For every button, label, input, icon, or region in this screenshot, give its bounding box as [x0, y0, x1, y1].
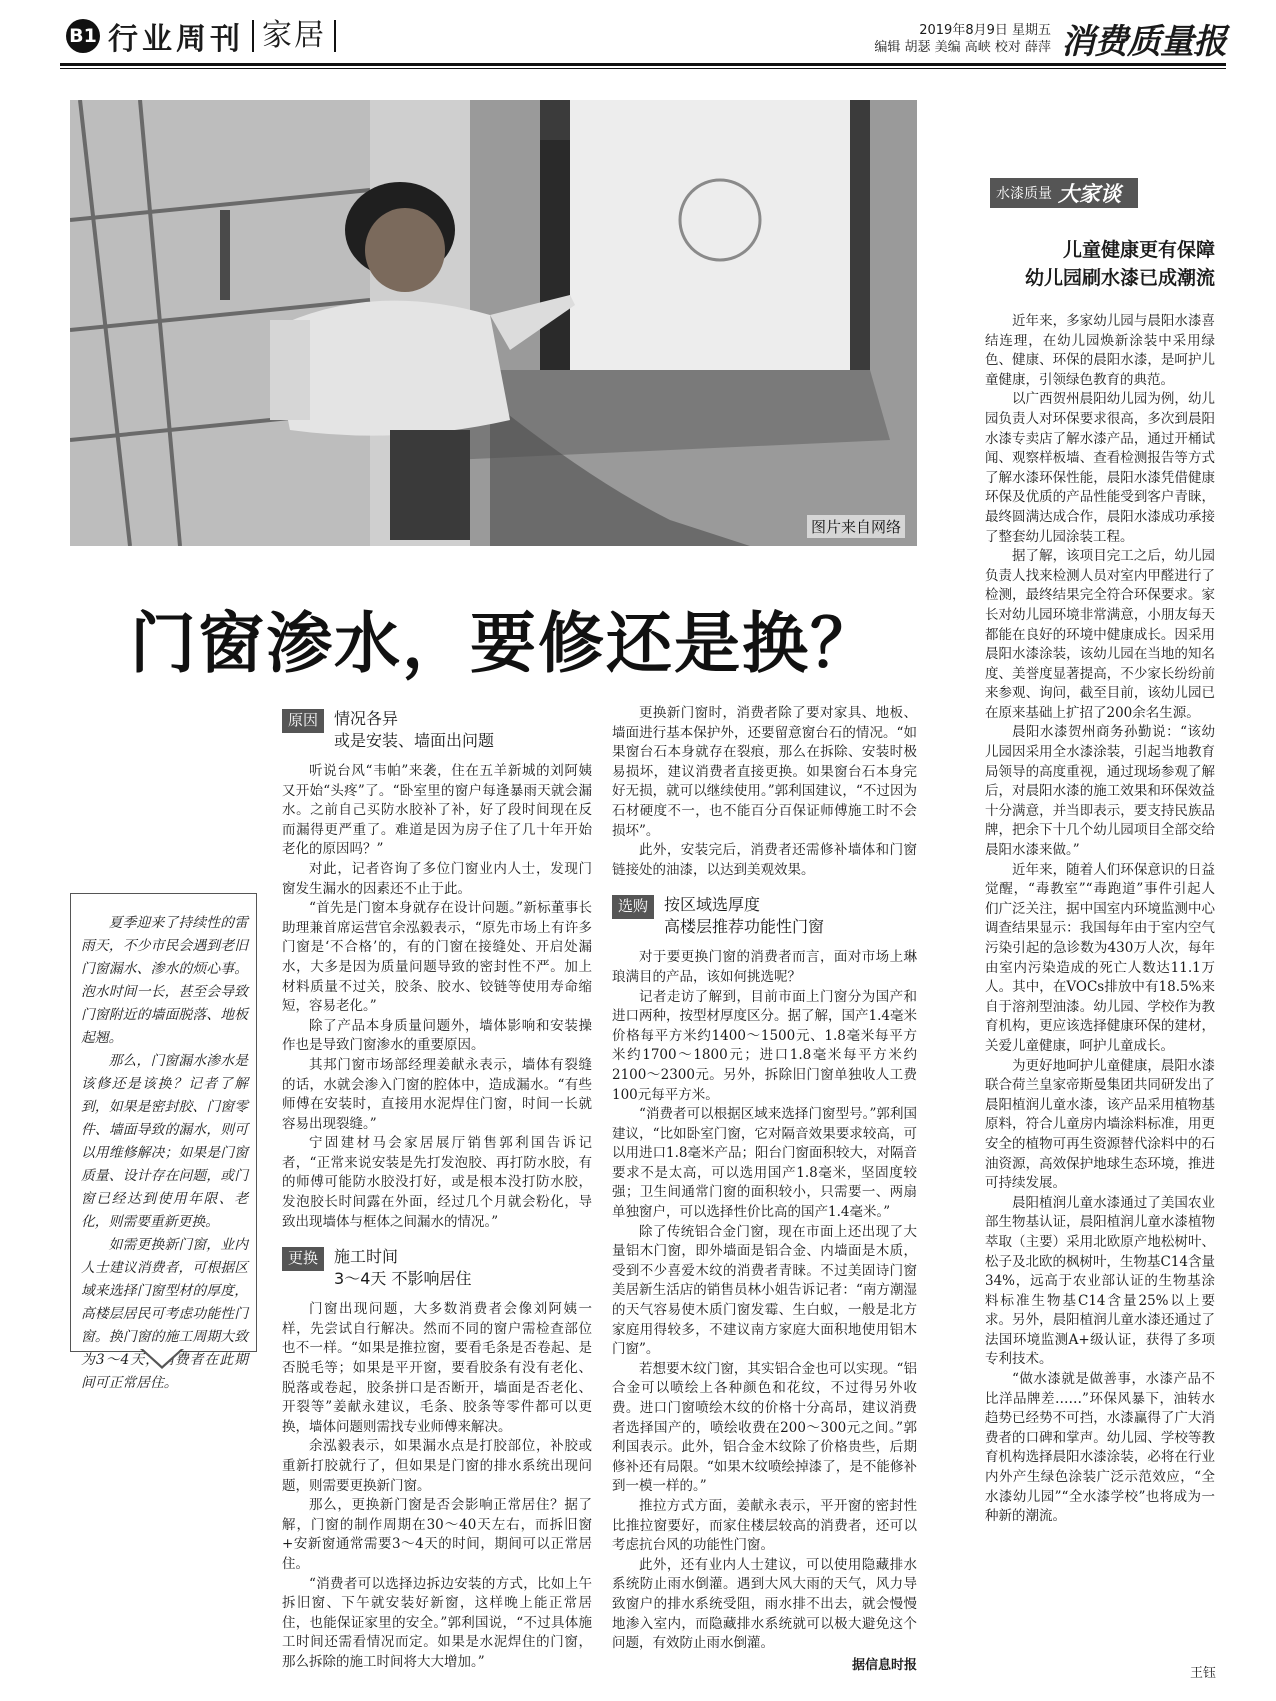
- paragraph: “做水漆就是做善事，水漆产品不比洋品牌差……”环保风暴下，油转水趋势已经势不可挡，水漆赢得了广大消费者的口碑和掌声。幼儿园、学校等教育机构选择晨阳水漆涂装，必将在行业内外产生绿色涂装广泛示范效应，“全水漆幼儿园”“全水漆学校”也将成为一种新的潮流。: [985, 1371, 1215, 1525]
- section-tag: 原因: [282, 709, 324, 733]
- sidebar-banner-label: 水漆质量: [996, 186, 1052, 202]
- paragraph: 近年来，多家幼儿园与晨阳水漆喜结连理，在幼儿园焕新涂装中采用绿色、健康、环保的晨阳水漆，是呵护儿童健康，引领绿色教育的典范。: [985, 313, 1215, 388]
- headline: 门窗渗水，要修还是换？: [130, 605, 878, 682]
- weekly-title: 行业周刊: [108, 22, 244, 57]
- section-name: 家居: [252, 20, 336, 52]
- sidebar-banner: [990, 178, 1138, 208]
- section-title-line: 按区域选厚度: [664, 895, 761, 915]
- paragraph: 晨阳水漆贺州商务孙勤说：“该幼儿园因采用全水漆涂装，引起当地教育局领导的高度重视，通过现场参观了解后，对晨阳水漆的施工效果和环保效益十分满意，并当即表示，要支持民族品牌，把余下十几个幼儿园项目全部交给晨阳水漆来做。”: [985, 724, 1215, 859]
- paragraph: 除了产品本身质量问题外，墙体影响和安装操作也是导致门窗渗水的重要原因。: [282, 1017, 592, 1054]
- paragraph: 据了解，该项目完工之后，幼儿园负责人找来检测人员对室内甲醛进行了检测，最终结果完全符合环保要求。家长对幼儿园环境非常满意，小朋友每天都能在良好的环境中健康成长。因采用晨阳水漆涂装，该幼儿园在当地的知名度、美誉度显著提高，不少家长纷纷前来参观、询问，截至目前，该幼儿园已在原来基础上扩招了200余名生源。: [985, 548, 1215, 721]
- section-tag: 选购: [612, 895, 654, 919]
- paragraph: 那么，更换新门窗是否会影响正常居住？据了解，门窗的制作周期在30～40天左右，而拆旧窗+安新窗通常需要3～4天的时间，期间可以正常居住。: [282, 1497, 592, 1572]
- paragraph: “消费者可以选择边拆边安装的方式，比如上午拆旧窗、下午就安装好新窗，这样晚上能正常居住，也能保证家里的安全。”郭利国说，“不过具体施工时间还需看情况而定。如果是水泥焊住的门窗，那么拆除的施工时间将大大增加。”: [282, 1575, 592, 1670]
- lead-text: [71, 894, 256, 1403]
- paragraph: “首先是门窗本身就存在设计问题。”新标董事长助理兼首席运营官余泓毅表示，“原先市场上有许多门窗是‘不合格’的，有的门窗在接缝处、开启处漏水，大多是因为质量问题导致的密封性不严。加上材料质量不过关，胶条、胶水、铰链等使用寿命缩短，容易老化。”: [282, 900, 592, 1015]
- sidebar-title-line: 幼儿园刷水漆已成潮流: [1024, 267, 1215, 289]
- masthead-rule-thin: [60, 68, 1226, 69]
- section-tag: 更换: [282, 1247, 324, 1271]
- article-source: 据信息时报: [851, 1657, 917, 1673]
- paragraph: 此外，还有业内人士建议，可以使用隐藏排水系统防止雨水倒灌。遇到大风大雨的天气，风力导致窗户的排水系统受阻，雨水排不出去，就会慢慢地渗入室内，而隐藏排水系统就可以极大避免这个问题，有效防止雨水倒灌。: [612, 1556, 917, 1652]
- article-column-2: [612, 704, 917, 1675]
- editors-line: 编辑 胡瑟 美编 高峡 校对 薛萍: [874, 39, 1051, 55]
- lead-paragraph: 那么，门窗漏水渗水是该修还是该换？记者了解到，如果是密封胶、门窗零件、墙面导致的漏水，则可以用维修解决；如果是门窗质量、设计存在问题，或门窗已经达到使用年限、老化，则需要重新更换。: [81, 1053, 248, 1230]
- section-title-line: 或是安装、墙面出问题: [334, 731, 495, 750]
- lead-pointer-inner: [142, 1348, 182, 1366]
- masthead-right: [874, 14, 1226, 63]
- section-title-line: 情况各异: [334, 709, 399, 728]
- article-column-1: [282, 704, 592, 1673]
- lead-paragraph: 如需更换新门窗，业内人士建议消费者，可根据区域来选择门窗型材的厚度，高楼层居民可考虑功能性门窗。换门窗的施工周期大致为3～4天，消费者在此期间可正常居住。: [81, 1237, 248, 1391]
- paragraph: 为更好地呵护儿童健康，晨阳水漆联合荷兰皇家帝斯曼集团共同研发出了晨阳植润儿童水漆，该产品采用植物基原料，符合儿童房内墙涂料标准，用更安全的植物可再生资源替代涂料中的石油资源，高效保护地球生态环境，推进可持续发展。: [985, 1057, 1215, 1192]
- sidebar-title-line: 儿童健康更有保障: [1062, 239, 1215, 261]
- masthead-left: [66, 12, 336, 60]
- page-badge: B1: [66, 19, 100, 53]
- paragraph: 余泓毅表示，如果漏水点是打胶部位，补胶或重新打胶就行了，但如果是门窗的排水系统出现问题，则需要更换新门窗。: [282, 1438, 592, 1494]
- lead-paragraph: 夏季迎来了持续性的雷雨天，不少市民会遇到老旧门窗漏水、渗水的烦心事。泡水时间一长，甚至会导致门窗附近的墙面脱落、地板起翘。: [81, 915, 248, 1046]
- paragraph: 若想要木纹门窗，其实铝合金也可以实现。“铝合金可以喷绘上各种颜色和花纹，不过得另外收费。进口门窗喷绘木纹的价格十分高昂，建议消费者选择国产的，喷绘收费在200～300元之间。”郭利国表示。此外，铝合金木纹除了价格贵些，后期修补还有局限。“如果木纹喷绘掉漆了，是不能修补到一模一样的。”: [612, 1360, 917, 1495]
- date-line: 2019年8月9日 星期五: [919, 22, 1051, 38]
- paragraph: 门窗出现问题，大多数消费者会像刘阿姨一样，先尝试自行解决。然而不同的窗户需检查部位也不一样。“如果是推拉窗，要看毛条是否卷起、是否脱毛等；如果是平开窗，要看胶条有没有老化、脱落或卷起，胶条拼口是否断开，墙面是否老化、开裂等”姜献永建议，毛条、胶条等零件都可以更换，墙体问题则需找专业师傅来解决。: [282, 1301, 592, 1435]
- sidebar-author: 王钰: [1189, 1666, 1216, 1681]
- paragraph: 晨阳植润儿童水漆通过了美国农业部生物基认证，晨阳植润儿童水漆植物萃取（主要）采用北欧原产地松树叶、松子及北欧的枫树叶，生物基C14含量34%，远高于农业部认证的生物基涂料标准生物基C14含量25%以上要求。另外，晨阳植润儿童水漆还通过了法国环境监测A+级认证，获得了多项专利技术。: [985, 1194, 1216, 1368]
- masthead-rule: [60, 63, 1226, 66]
- worker-photo-illustration: [70, 100, 917, 546]
- section-title: [334, 708, 494, 752]
- sidebar-title: [985, 236, 1215, 292]
- paragraph: 其邦门窗市场部经理姜献永表示，墙体有裂缝的话，水就会渗入门窗的腔体中，造成漏水。“有些师傅在安装时，直接用水泥焊住门窗，时间一长就容易出现裂缝。”: [282, 1056, 592, 1132]
- photo-credit: 图片来自网络: [807, 515, 905, 538]
- paragraph: 记者走访了解到，目前市面上门窗分为国产和进口两种，按型材厚度区分。据了解，国产1.4毫米价格每平方米约1400～1500元、1.8毫米每平方米约1700～1800元；进口1.8毫米每平方米约2100～2300元。另外，拆除旧门窗单独收人工费100元每平方米。: [612, 988, 917, 1103]
- paragraph: “消费者可以根据区域来选择门窗型号。”郭利国建议，“比如卧室门窗，它对隔音效果要求较高，可以用进口1.8毫米产品；阳台门窗面积较大，对隔音要求不是太高，可以选用国产1.8毫米，坚固度较强；卫生间通常门窗的面积较小，只需要一、两扇单独窗户，可以选择性价比高的国产1.4毫米。”: [612, 1106, 917, 1221]
- paragraph: 除了传统铝合金门窗，现在市面上还出现了大量铝木门窗，即外墙面是铝合金、内墙面是木质，受到不少喜爱木纹的消费者青睐。不过美固诗门窗美居新生活店的销售员林小姐告诉记者：“南方潮湿的天气容易使木质门窗发霉、生白蚁，一般是北方家庭用得较多，不建议南方家庭大面积地使用铝木门窗”。: [612, 1223, 917, 1358]
- paragraph: 听说台风“韦帕”来袭，住在五羊新城的刘阿姨又开始“头疼”了。“卧室里的窗户每逢暴雨天就会漏水。之前自己买防水胶补了补，好了段时间现在反而漏得更严重了。难道是因为房子住了几十年开始老化的原因吗？”: [282, 763, 592, 858]
- paragraph: 对此，记者咨询了多位门窗业内人士，发现门窗发生漏水的因素还不止于此。: [282, 860, 592, 897]
- section-title-line: 3～4天 不影响居住: [334, 1269, 472, 1289]
- paragraph: 对于要更换门窗的消费者而言，面对市场上琳琅满目的产品，该如何挑选呢？: [612, 949, 917, 985]
- section-title: [664, 894, 824, 938]
- section-title: [334, 1246, 471, 1290]
- sidebar-body: [985, 312, 1215, 1527]
- paragraph: 更换新门窗时，消费者除了要对家具、地板、墙面进行基本保护外，还要留意窗台石的情况。“如果窗台石本身就存在裂痕，那么在拆除、安装时极易损坏，建议消费者直接更换。如果窗台石本身完好无损，就可以继续使用。”郭利国建议，“不过因为石材硬度不一，也不能百分百保证师傅施工时不会损坏”。: [612, 705, 917, 839]
- issue-meta: [874, 22, 1051, 56]
- section-title-line: 高楼层推荐功能性门窗: [664, 917, 825, 937]
- paper-name: 消费质量报: [1061, 22, 1226, 62]
- paragraph: 以广西贺州晨阳幼儿园为例，幼儿园负责人对环保要求很高，多次到晨阳水漆专卖店了解水漆产品，通过开桶试闻、观察样板墙、查看检测报告等方式了解水漆环保性能，晨阳水漆凭借健康环保及优质的产品性能受到客户青睐，最终圆满达成合作，晨阳水漆成功承接了整套幼儿园涂装工程。: [985, 391, 1215, 545]
- paragraph: 宁固建材马会家居展厅销售郭利国告诉记者，“正常来说安装是先打发泡胶、再打防水胶，有的师傅可能防水胶没打好，或是根本没打防水胶，发泡胶长时间露在外面，经过几个月就会粉化，导致出现墙体与框体之间漏水的情况。”: [282, 1135, 592, 1230]
- lead-box: [70, 893, 257, 1391]
- section-heading-reason: [282, 708, 592, 752]
- paragraph: 此外，安装完后，消费者还需修补墙体和门窗链接处的油漆，以达到美观效果。: [612, 842, 917, 878]
- paragraph: 推拉方式方面，姜献永表示，平开窗的密封性比推拉窗要好，而家住楼层较高的消费者，还可以考虑抗台风的功能性门窗。: [612, 1497, 917, 1554]
- section-title-line: 施工时间: [334, 1247, 399, 1267]
- sidebar-banner-title: 大家谈: [1058, 181, 1121, 206]
- article-photo: [70, 100, 917, 546]
- section-heading-replace: [282, 1246, 592, 1290]
- section-heading-buy: [612, 894, 917, 938]
- paragraph: 近年来，随着人们环保意识的日益觉醒，“毒教室”“毒跑道”事件引起人们广泛关注，据中国室内环境监测中心调查结果显示：我国每年由于室内空气污染引起的急诊数为430万人次，每年由室内污染造成的死亡人数达11.1万人。其中，在VOCs排放中有18.5%来自于溶剂型油漆。幼儿园、学校作为教育机构，更应该选择健康环保的建材，关爱儿童健康，呵护儿童成长。: [985, 861, 1215, 1054]
